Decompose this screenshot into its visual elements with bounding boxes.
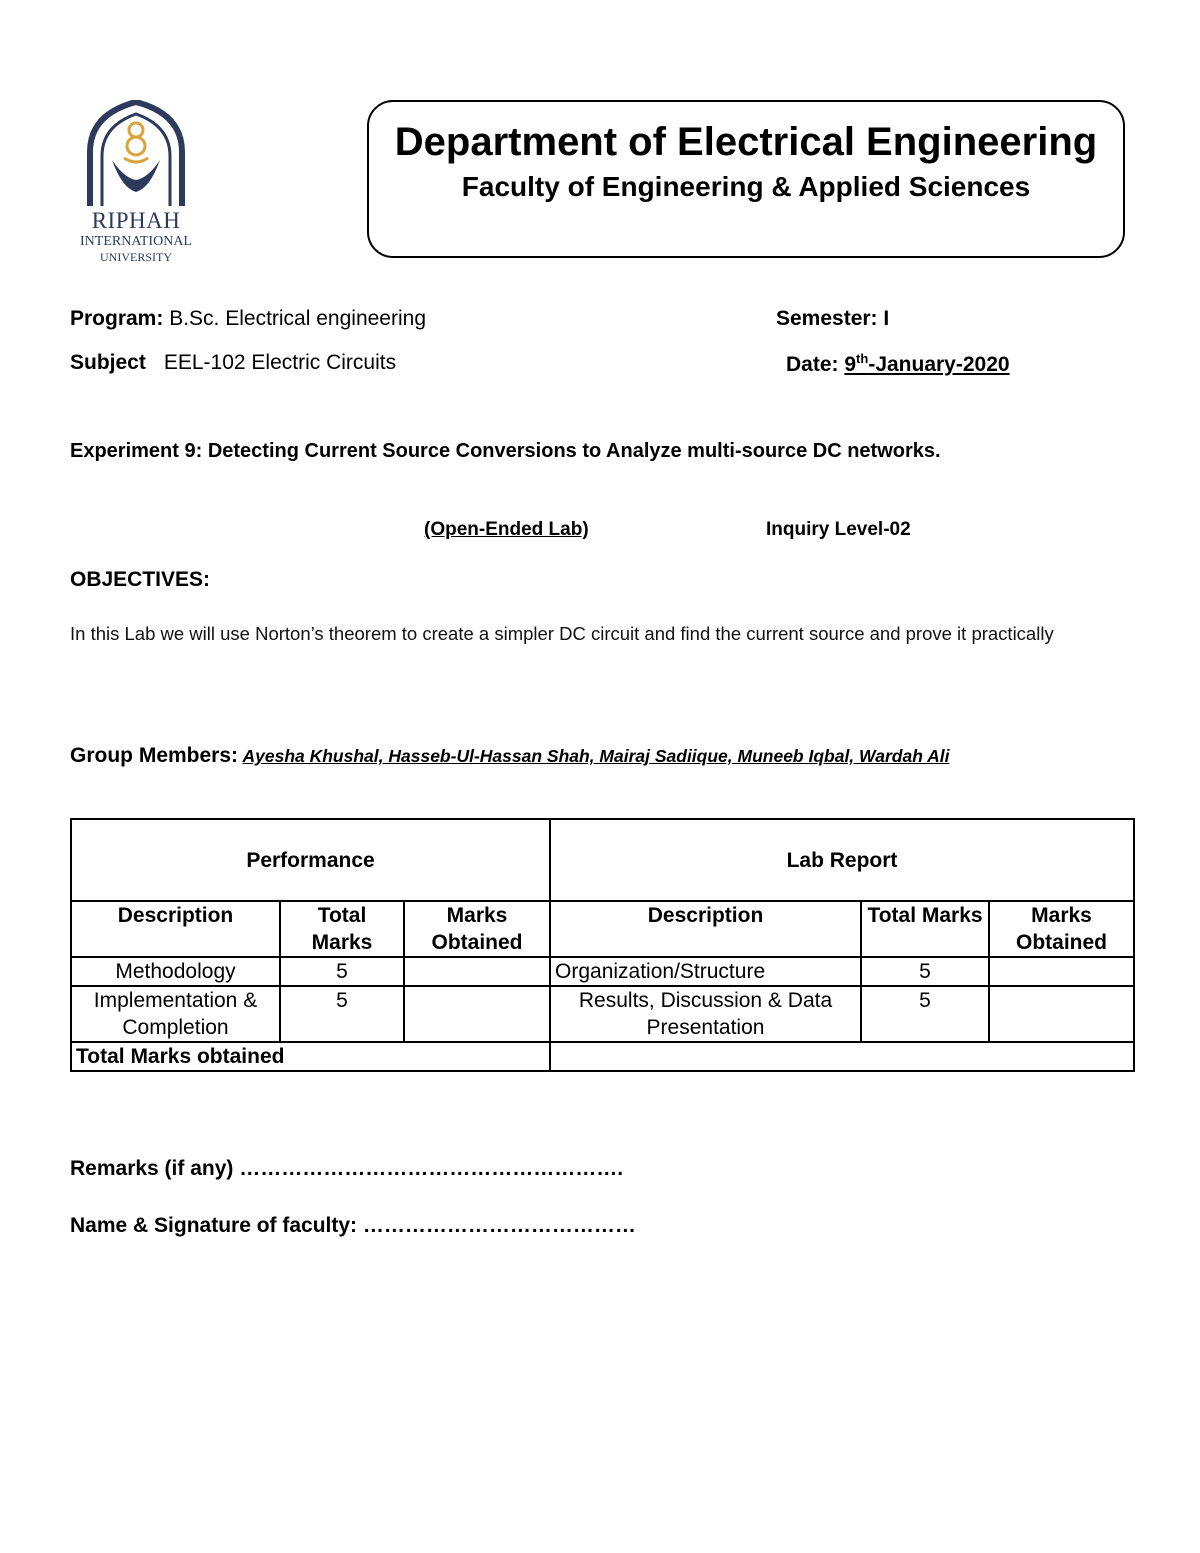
table-column-row — [71, 901, 1134, 957]
faculty-signature-line: Name & Signature of faculty: ………………………………… — [70, 1214, 636, 1237]
program-label: Program: — [70, 307, 164, 330]
cell-obtained[interactable] — [989, 986, 1134, 1042]
table-header-row — [71, 819, 1134, 901]
table-row — [71, 986, 1134, 1042]
group-members-names: Ayesha Khushal, Hasseb-Ul-Hassan Shah, Mairaj Sadiique, Muneeb Iqbal, Wardah Ali — [242, 746, 950, 766]
logo-text-riphah: RIPHAH — [91, 208, 181, 233]
program-line — [70, 307, 426, 331]
cell-obtained[interactable] — [404, 957, 550, 986]
date-label: Date: — [786, 353, 845, 376]
semester-label: Semester: I — [776, 307, 890, 330]
cell-total: 5 — [280, 957, 404, 986]
subject-line — [70, 351, 396, 375]
col-description: Description — [550, 901, 861, 957]
riphah-emblem-icon — [82, 100, 190, 206]
total-marks-value[interactable] — [550, 1042, 1134, 1071]
objectives-text: In this Lab we will use Norton’s theorem to create a simpler DC circuit and find the current source and prove it practically — [70, 623, 1054, 644]
col-marks-obtained: Marks Obtained — [404, 901, 550, 957]
program-value: B.Sc. Electrical engineering — [163, 307, 426, 330]
group-members-line — [70, 744, 949, 768]
inquiry-level: Inquiry Level-02 — [766, 519, 911, 540]
date-suffix: th — [856, 351, 869, 366]
logo-text-international: INTERNATIONAL — [80, 234, 192, 249]
table-row — [71, 957, 1134, 986]
total-marks-label: Total Marks obtained — [71, 1042, 550, 1071]
cell-total: 5 — [861, 986, 989, 1042]
cell-description: Implementation & Completion — [71, 986, 280, 1042]
university-logo — [78, 100, 194, 270]
date-day: 9 — [844, 353, 857, 376]
date-line — [786, 351, 1010, 377]
col-total-marks: Total Marks — [280, 901, 404, 957]
subject-label: Subject — [70, 351, 146, 374]
remarks-line: Remarks (if any) ………………………………………………. — [70, 1157, 624, 1180]
logo-text-university: UNIVERSITY — [100, 250, 172, 264]
table-total-row — [71, 1042, 1134, 1071]
faculty-title: Faculty of Engineering & Applied Sciences — [461, 171, 1031, 202]
date-value — [844, 353, 1009, 376]
cell-description: Results, Discussion & Data Presentation — [550, 986, 861, 1042]
col-total-marks: Total Marks — [861, 901, 989, 957]
cell-total: 5 — [280, 986, 404, 1042]
performance-header: Performance — [71, 819, 550, 901]
lab-type: (Open-Ended Lab) — [424, 519, 589, 540]
experiment-title: Experiment 9: Detecting Current Source Conversions to Analyze multi-source DC networks. — [70, 440, 941, 462]
date-rest: -January-2020 — [868, 353, 1010, 376]
group-members-label: Group Members: — [70, 744, 239, 767]
cell-total: 5 — [861, 957, 989, 986]
lab-report-header: Lab Report — [550, 819, 1134, 901]
cell-obtained[interactable] — [404, 986, 550, 1042]
department-title: Department of Electrical Engineering — [394, 120, 1098, 164]
header-box — [367, 100, 1125, 258]
cell-description: Organization/Structure — [550, 957, 861, 986]
objectives-heading: OBJECTIVES: — [70, 568, 211, 591]
cell-description: Methodology — [71, 957, 280, 986]
col-description: Description — [71, 901, 280, 957]
cell-obtained[interactable] — [989, 957, 1134, 986]
col-marks-obtained: Marks Obtained — [989, 901, 1134, 957]
marks-table — [70, 818, 1135, 1072]
subject-value: EEL-102 Electric Circuits — [163, 351, 397, 374]
